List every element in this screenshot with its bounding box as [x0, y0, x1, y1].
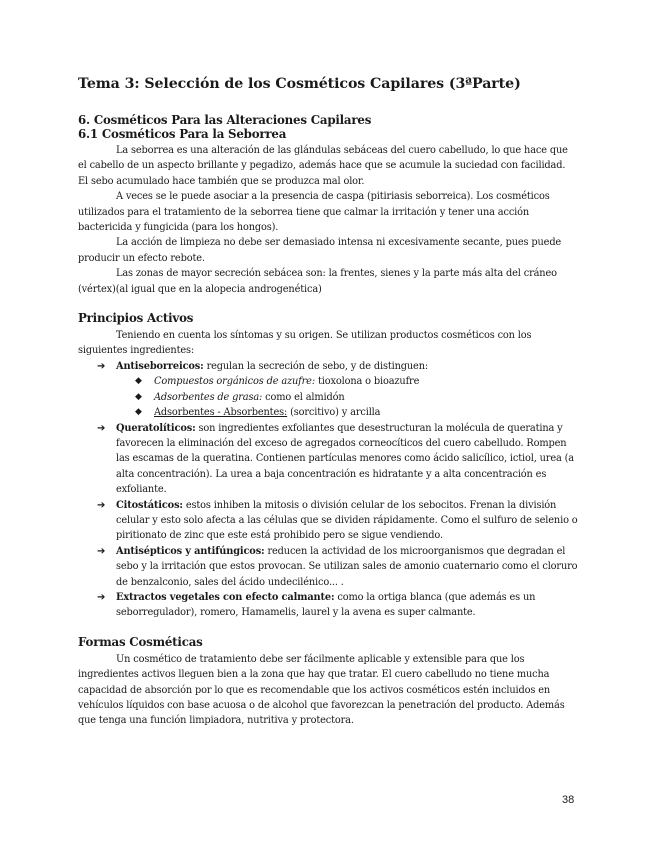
- sub-item-label: Adsorbentes de grasa:: [154, 391, 263, 403]
- content: [78, 113, 578, 729]
- sub-list-item: [116, 405, 578, 420]
- arrow-bullet-icon: ➔: [97, 360, 106, 372]
- arrow-bullet-icon: ➔: [97, 591, 106, 603]
- sub-item-label: Adsorbentes - Absorbentes:: [154, 407, 288, 419]
- item-label: Extractos vegetales con efecto calmante:: [116, 591, 335, 603]
- sub-item-text: tioxolona o bioazufre: [314, 376, 420, 388]
- paragraph: La acción de limpieza no debe ser demasiado intensa ni excesivamente secante, pues puede producir un efecto rebote.: [78, 237, 562, 264]
- formas-section: [78, 635, 578, 729]
- principios-heading: Principios Activos: [78, 311, 194, 326]
- item-label: Citostáticos:: [116, 499, 183, 511]
- arrow-bullet-icon: ➔: [97, 422, 106, 434]
- formas-heading: Formas Cosméticas: [78, 634, 203, 649]
- paragraph: A veces se le puede asociar a la presencia de caspa (pitiriasis seborreica). Los cosméticos utilizados para el tratamiento de la seborrea tiene que calmar la irritación y tener una acción bactericida y fungicida (para los hongos).: [78, 191, 550, 234]
- principios-intro: Teniendo en cuenta los síntomas y su origen. Se utilizan productos cosméticos con los siguientes ingredientes:: [78, 330, 532, 357]
- paragraph: Las zonas de mayor secreción sebácea son: la frentes, sienes y la parte más alta del cráneo (vértex)(al igual que en la alopecia androgenética): [78, 268, 557, 295]
- formas-text: Un cosmético de tratamiento debe ser fácilmente aplicable y extensible para que los ingredientes activos lleguen bien a la zona que hay que tratar. El cuero cabelludo no tiene mucha capacidad de absorción por lo que es recomendable que los activos cosméticos estén incluidos en vehículos líquidos con base acuosa o de alcohol que favorezcan la penetración del producto. Además que tenga una función limpiadora, nutritiva y protectora.: [78, 653, 565, 727]
- list-item: [78, 359, 578, 421]
- principios-section: [78, 311, 578, 621]
- diamond-bullet-icon: ◆: [135, 407, 142, 418]
- item-text: estos inhiben la mitosis o división celular de los sebocitos. Frenan la división celular y esto solo afecta a las células que se dividen rápidamente. Como el sulfuro de selenio o piritionato de zinc que este está prohibido pero se sigue vendiendo.: [116, 499, 578, 542]
- item-label: Antisépticos y antifúngicos:: [116, 545, 265, 557]
- sub-list: [116, 374, 578, 420]
- arrow-bullet-icon: ➔: [97, 499, 106, 511]
- list-item: [78, 590, 578, 621]
- section-heading: 6. Cosméticos Para las Alteraciones Capilares: [78, 113, 372, 127]
- list-item: [78, 421, 578, 498]
- page-title: Tema 3: Selección de los Cosméticos Capilares (3ªParte): [78, 76, 521, 92]
- sub-item-label: Compuestos orgánicos de azufre:: [154, 376, 315, 388]
- ingredient-list: [78, 359, 578, 621]
- item-label: Queratolíticos:: [116, 422, 196, 434]
- sub-item-text: como el almidón: [262, 391, 345, 403]
- item-text: regulan la secreción de sebo, y de distinguen:: [203, 360, 429, 372]
- page-number: 38: [562, 794, 575, 806]
- sub-item-text: (sorcitivo) y arcilla: [287, 407, 381, 419]
- item-text: como la ortiga blanca (que además es un seborregulador), romero, Hamamelis, laurel y la avena es super calmante.: [116, 591, 536, 619]
- sub-list-item: [116, 374, 578, 389]
- item-text: son ingredientes exfoliantes que desestructuran la molécula de queratina y favorecen la eliminación del exceso de agregados corneocíticos del cuero cabelludo. Rompen las escamas de la queratina. Contienen partículas menores como ácido salicílico, ictiol, urea (a alta concentración). La urea a baja concentración es hidratante y a alta concentración es exfoliante.: [116, 422, 574, 496]
- subsection-heading: 6.1 Cosméticos Para la Seborrea: [78, 127, 287, 141]
- paragraph: La seborrea es una alteración de las glándulas sebáceas del cuero cabelludo, lo que hace que el cabello de un aspecto brillante y pegadizo, además hace que se acumule la suciedad con facilidad. El sebo acumulado hace también que se produzca mal olor.: [78, 145, 568, 187]
- diamond-bullet-icon: ◆: [135, 376, 142, 387]
- item-text: reducen la actividad de los microorganismos que degradan el sebo y la irritación que estos provocan. Se utilizan sales de amonio cuaternario como el cloruro de benzalconio, sales del ácido undecilénico... .: [116, 545, 578, 588]
- sub-list-item: [116, 390, 578, 405]
- list-item: [78, 544, 578, 590]
- item-label: Antiseborreicos:: [116, 360, 204, 372]
- list-item: [78, 498, 578, 544]
- arrow-bullet-icon: ➔: [97, 545, 106, 557]
- diamond-bullet-icon: ◆: [135, 391, 142, 402]
